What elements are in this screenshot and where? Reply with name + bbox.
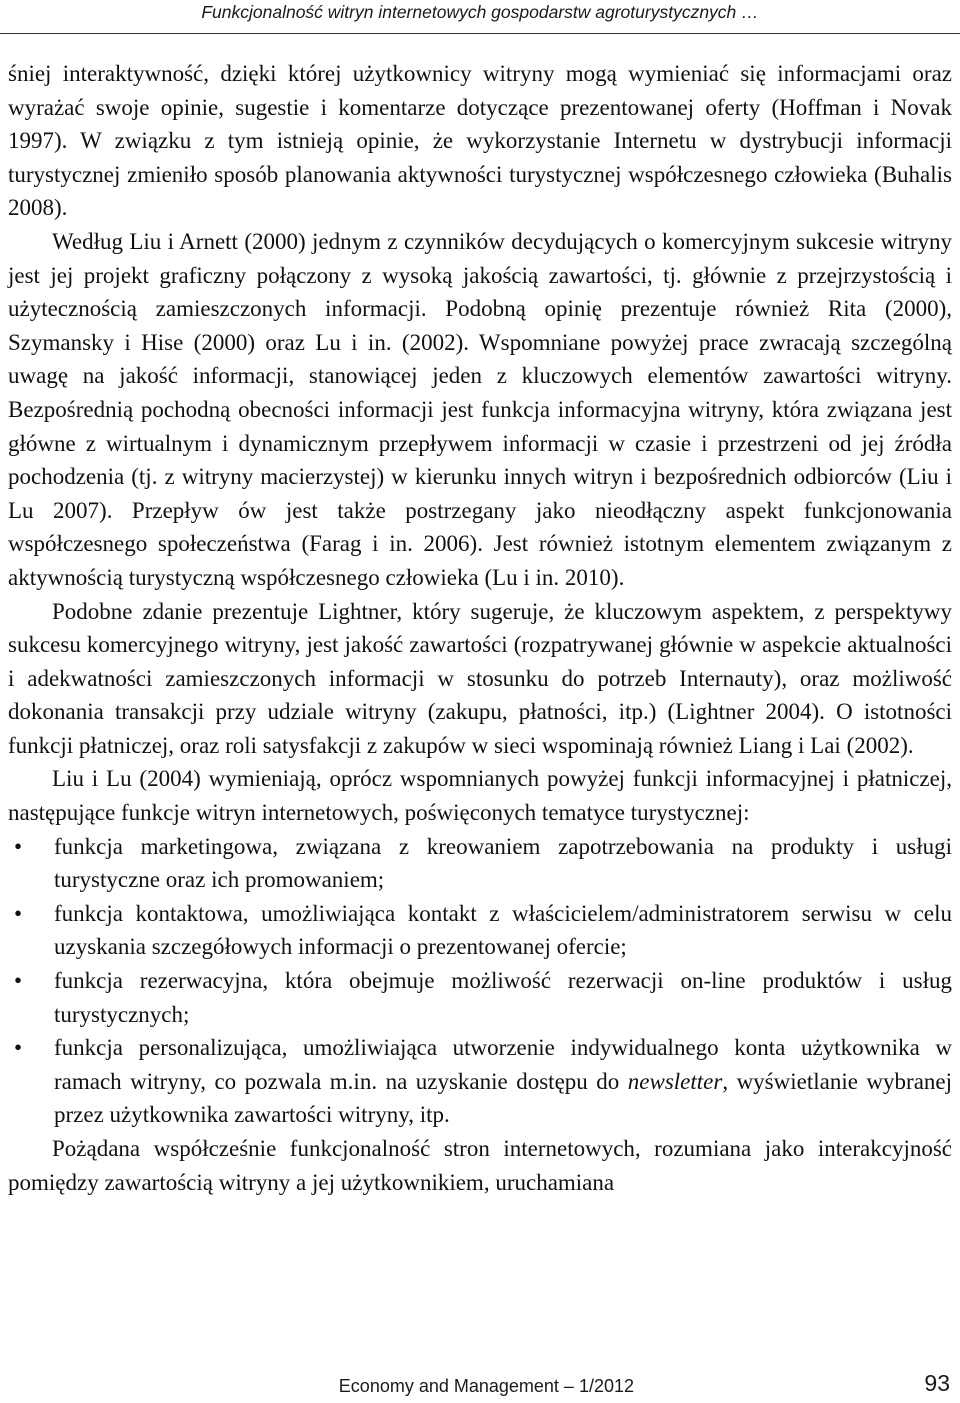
list-item bbox=[8, 964, 952, 1031]
journal-name: Economy and Management – 1/2012 bbox=[338, 1376, 634, 1396]
list-item-text: funkcja marketingowa, związana z kreowaniem zapotrzebowania na produkty i usługi turystyczne oraz ich promowaniem; bbox=[54, 833, 952, 893]
article-body bbox=[8, 57, 952, 1199]
bullet-icon: • bbox=[13, 1035, 23, 1061]
paragraph-3: Podobne zdanie prezentuje Lightner, który sugeruje, że kluczowym aspektem, z perspektywy sukcesu komercyjnego witryny, jest jakość zawartości (rozpatrywanej głównie w aspekcie aktualności i adekwatności zamieszczonych informacji w stosunku do potrzeb Internauty), oraz możliwość dokonania transakcji przy udziale witryny (zakupu, płatności, itp.) (Lightner 2004). O istotności funkcji płatniczej, oraz roli satysfakcji z zakupów w sieci wspominają również Liang i Lai (2002). bbox=[8, 598, 952, 758]
list-item bbox=[8, 1031, 952, 1132]
running-footer bbox=[0, 1370, 960, 1403]
paragraph-2: Według Liu i Arnett (2000) jednym z czynników decydujących o komercyjnym sukcesie witryny jest jej projekt graficzny połączony z wysoką jakością zawartości, tj. głównie z przejrzystością i użytecznością zamieszczonych informacji. Podobną opinię prezentuje również Rita (2000), Szymansky i Hise (2000) oraz Lu i in. (2002). Wspomniane powyżej prace zwracają szczególną uwagę na jakość informacji, stanowiącej jeden z kluczowych elementów zawartości witryny. Bezpośrednią pochodną obecności informacji jest funkcja informacyjna witryny, która związana jest główne z wirtualnym i dynamicznym przepływem informacji w czasie i przestrzeni od jej źródła pochodzenia (tj. z witryny macierzystej) w kierunku innych witryn i bezpośrednich odbiorców (Liu i Lu 2007). Przepływ ów jest także postrzegany jako nieodłączny aspekt funkcjonowania współczesnego społeczeństwa (Farag i in. 2006). Jest również istotnym elementem związanym z aktywnością turystyczną współczesnego człowieka (Lu i in. 2010). bbox=[8, 228, 952, 590]
paragraph-4: Liu i Lu (2004) wymieniają, oprócz wspomnianych powyżej funkcji informacyjnej i płatniczej, następujące funkcje witryn internetowych, poświęconych tematyce turystycznej: bbox=[8, 766, 952, 826]
paragraph-1: śniej interaktywność, dzięki której użytkownicy witryny mogą wymieniać się informacjami oraz wyrażać swoje opinie, sugestie i komentarze dotyczące prezentowanej oferty (Hoffman i Novak 1997). W związku z tym istnieją opinie, że wykorzystanie Internetu w dystrybucji informacji turystycznej zmieniło sposób planowania aktywności turystycznej współczesnego człowieka (Buhalis 2008). bbox=[8, 61, 952, 221]
bullet-icon: • bbox=[13, 968, 23, 994]
page-number: 93 bbox=[924, 1370, 950, 1396]
bullet-icon: • bbox=[13, 833, 23, 859]
list-item bbox=[8, 897, 952, 964]
bullet-icon: • bbox=[13, 900, 23, 926]
list-item bbox=[8, 830, 952, 897]
running-header: Funkcjonalność witryn internetowych gospodarstw agroturystycznych … bbox=[201, 2, 759, 22]
paragraph-5: Pożądana współcześnie funkcjonalność stron internetowych, rozumiana jako interakcyjność pomiędzy zawartością witryny a jej użytkownikiem, uruchamiana bbox=[8, 1136, 952, 1195]
function-list bbox=[8, 830, 952, 1132]
list-item-text: funkcja kontaktowa, umożliwiająca kontakt z właścicielem/administratorem serwisu w celu uzyskania szczegółowych informacji o prezentowanej ofercie; bbox=[54, 900, 952, 960]
list-item-text-before: funkcja personalizująca, umożliwiająca utworzenie indywidualnego konta użytkownika w ramach witryny, co pozwala m.in. na uzyskanie dostępu do bbox=[54, 1035, 952, 1094]
list-item-text: funkcja rezerwacyjna, która obejmuje możliwość rezerwacji on-line produktów i usług turystycznych; bbox=[54, 968, 952, 1027]
newsletter-term: newsletter bbox=[627, 1068, 723, 1094]
header-divider bbox=[0, 33, 960, 34]
list-item-text-after: , wyświetlanie wybranej przez użytkownika zawartości witryny, itp. bbox=[54, 1068, 952, 1128]
list-item-text bbox=[54, 1035, 952, 1127]
